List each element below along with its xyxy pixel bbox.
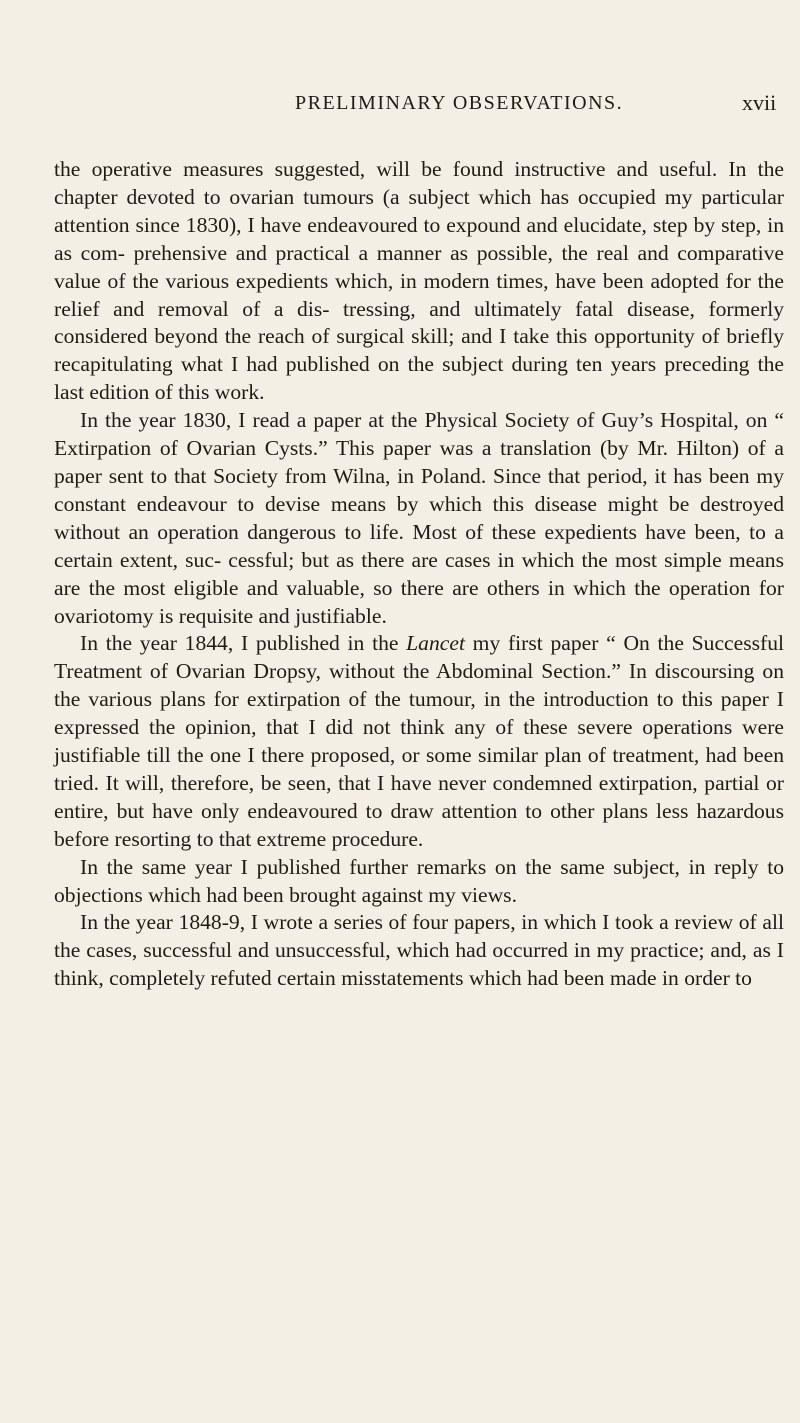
paragraph-1844-text-end: my first paper “ On the Successful Treatment of Ovarian Dropsy, without the Abdominal Section.” In discoursing on the various plans for extirpation of the tumour, in the introduction to this paper I expressed the opinion, that I did not think any of these severe operations were justifiable till the one I there proposed, or some similar plan of treatment, had been tried. It will, therefore, be seen, that I have never condemned extirpation, partial or entire, but have only endeavoured to draw attention to other plans less hazardous before resorting to that extreme procedure. xyxy=(54,631,784,851)
page-header xyxy=(0,86,800,126)
running-head-title: PRELIMINARY OBSERVATIONS. xyxy=(295,92,624,114)
paragraph-1844-text-start: In the year 1844, I published in the xyxy=(80,631,407,656)
body-text xyxy=(54,156,784,993)
paragraph-further-remarks: In the same year I published further remarks on the same subject, in reply to objections which had been brought against my views. xyxy=(54,854,784,907)
paragraph-1844-paper xyxy=(54,630,784,853)
paragraph-continuation: the operative measures suggested, will be found instructive and useful. In the chapter devoted to ovarian tumours (a subject which has occupied my particular attention since 1830), I have endeavoured to expound and elucidate, step by step, in as com- prehensive and practical a manner as possible, the real and comparative value of the various expedients which, in modern times, have been adopted for the relief and removal of a dis- tressing, and ultimately fatal disease, formerly considered beyond the reach of surgical skill; and I take this opportunity of briefly recapitulating what I had published on the subject during ten years preceding the last edition of this work. xyxy=(54,157,784,405)
paragraph-1830-paper: In the year 1830, I read a paper at the Physical Society of Guy’s Hospital, on “ Extirpation of Ovarian Cysts.” This paper was a translation (by Mr. Hilton) of a paper sent to that Society from Wilna, in Poland. Since that period, it has been my constant endeavour to devise means by which this disease might be destroyed without an operation dangerous to life. Most of these expedients have been, to a certain extent, suc- cessful; but as there are cases in which the most simple means are the most eligible and valuable, so there are others in which the operation for ovariotomy is requisite and justifiable. xyxy=(54,408,784,628)
lancet-journal-title: Lancet xyxy=(406,631,465,656)
page-number: xvii xyxy=(742,90,777,115)
paragraph-1848-papers: In the year 1848-9, I wrote a series of four papers, in which I took a review of all the cases, successful and unsuccessful, which had occurred in my practice; and, as I think, completely refuted certain misstatements which had been made in order to xyxy=(54,910,784,991)
